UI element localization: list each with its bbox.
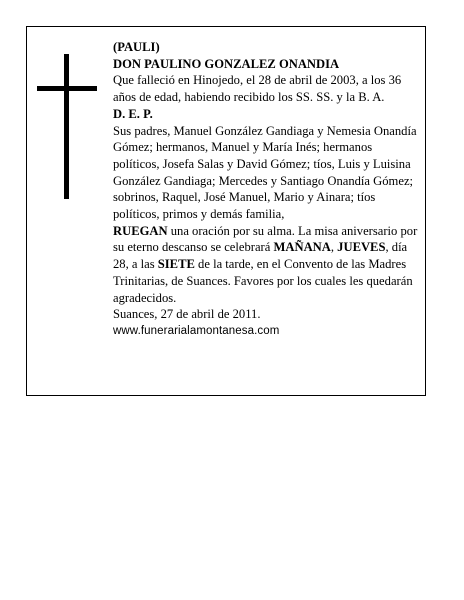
manana-label: MAÑANA bbox=[273, 240, 331, 255]
siete-label: SIETE bbox=[157, 257, 195, 272]
mass-announcement: RUEGAN una oración por su alma. La misa aniversario por su eterno descanso se celebrará MAÑANA, JUEVES, día 28, a las SIETE de la tarde, en el Convento de las Madres Trinitarias, de Suances. Favores por los cuales les quedarán agradecidos. bbox=[113, 223, 418, 305]
death-details: Que falleció en Hinojedo, el 28 de abril de 2003, a los 36 años de edad, habiendo recibido los SS. SS. y la B. A. bbox=[113, 73, 402, 105]
ruegan-label: RUEGAN bbox=[113, 223, 168, 238]
rip-label: D. E. P. bbox=[113, 106, 153, 121]
notice-text bbox=[113, 39, 419, 340]
website-link[interactable]: www.funerarialamontanesa.com bbox=[113, 324, 280, 337]
deceased-name: DON PAULINO GONZALEZ ONANDIA bbox=[113, 56, 340, 71]
nickname: (PAULI) bbox=[113, 40, 160, 54]
place-date: Suances, 27 de abril de 2011. bbox=[113, 307, 261, 322]
obituary-notice bbox=[26, 26, 426, 396]
family-list: Sus padres, Manuel González Gandiaga y Nemesia Onandía Gómez; hermanos, Manuel y María Inés; hermanos políticos, Josefa Salas y David Gómez; tíos, Luis y Luisina González Gandiaga; Mercedes y Santiago Onandía Gómez; sobrinos, Raquel, José Manuel, Mario y Ainara; tíos políticos, primos y demás familia, bbox=[113, 123, 417, 222]
cross-icon bbox=[37, 54, 97, 199]
jueves-label: JUEVES bbox=[337, 240, 386, 255]
